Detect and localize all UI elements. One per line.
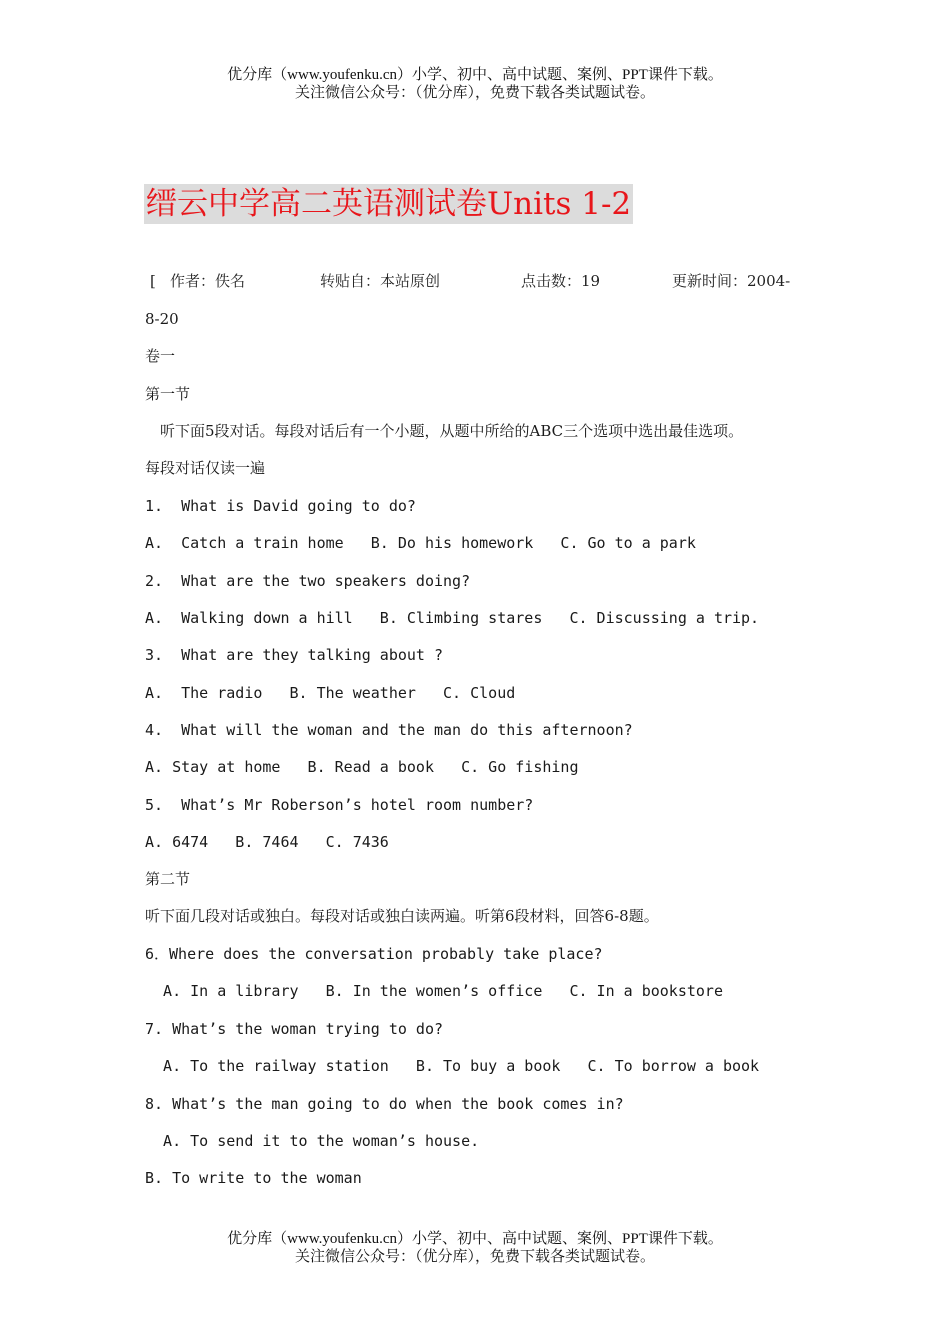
answer-options-2: A. Walking down a hill B. Climbing stares C. Discussing a trip.	[145, 609, 760, 627]
header-line-1: 优分库（www.youfenku.cn）小学、初中、高中试题、案例、PPT课件下载。	[227, 67, 723, 83]
page-header	[0, 66, 950, 102]
footer-line-2: 关注微信公众号：（优分库），免费下载各类试题试卷。	[294, 1249, 655, 1265]
question-8: 8. What’s the man going to do when the book comes in?	[145, 1095, 624, 1113]
section2-instruction: 听下面几段对话或独白。每段对话或独白读两遍。听第6段材料，回答6-8题。	[145, 907, 659, 925]
question-7: 7. What’s the woman trying to do?	[145, 1020, 444, 1038]
answer-options-1: A. Catch a train home B. Do his homework C. Go to a park	[145, 534, 696, 552]
meta-bracket: [	[150, 272, 156, 290]
question-3: 3. What are they talking about ?	[145, 646, 444, 664]
answer-option-8b: B. To write to the woman	[145, 1169, 362, 1187]
answer-options-4: A. Stay at home B. Read a book C. Go fishing	[145, 758, 579, 776]
answer-options-5: A. 6474 B. 7464 C. 7436	[145, 833, 389, 851]
answer-options-7: A. To the railway station B. To buy a book C. To borrow a book	[145, 1057, 760, 1075]
question-6: 6．Where does the conversation probably take place?	[145, 945, 603, 963]
question-5: 5. What’s Mr Roberson’s hotel room number?	[145, 796, 534, 814]
question-2: 2. What are the two speakers doing?	[145, 572, 471, 590]
meta-hits: 点击数：19	[521, 272, 601, 290]
header-line-2: 关注微信公众号：（优分库），免费下载各类试题试卷。	[294, 85, 655, 101]
question-1: 1. What is David going to do?	[145, 497, 416, 515]
page-footer	[0, 1230, 950, 1266]
meta-updated-continued: 8-20	[145, 310, 179, 328]
section1-heading: 第一节	[145, 385, 191, 403]
question-4: 4. What will the woman and the man do this afternoon?	[145, 721, 633, 739]
meta-updated: 更新时间：2004-	[672, 272, 791, 290]
paper-label: 卷一	[145, 347, 176, 365]
section1-instruction-2: 每段对话仅读一遍	[145, 459, 266, 477]
answer-options-8: A. To send it to the woman’s house.	[145, 1132, 480, 1150]
footer-line-1: 优分库（www.youfenku.cn）小学、初中、高中试题、案例、PPT课件下载。	[227, 1231, 723, 1247]
meta-source: 转贴自：本站原创	[320, 272, 441, 290]
meta-author: 作者：佚名	[170, 272, 246, 290]
answer-options-3: A. The radio B. The weather C. Cloud	[145, 684, 516, 702]
answer-options-6: A. In a library B. In the women’s office C. In a bookstore	[145, 982, 723, 1000]
section1-instruction: 听下面5段对话。每段对话后有一个小题，从题中所给的ABC三个选项中选出最佳选项。	[160, 422, 744, 440]
document-title: 缙云中学高二英语测试卷Units 1-2	[146, 186, 632, 222]
section2-heading: 第二节	[145, 870, 191, 888]
